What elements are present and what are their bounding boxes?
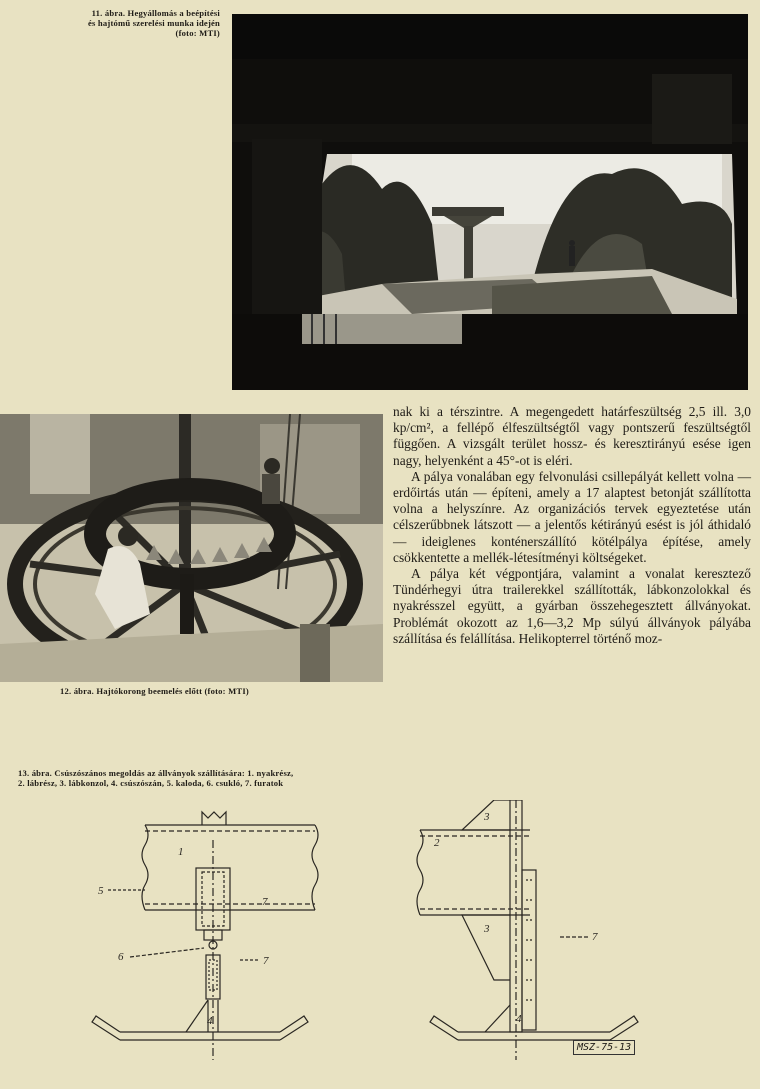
label-neck: 1	[178, 846, 184, 858]
figure-11-caption	[40, 8, 220, 38]
reference-stamp: MSZ-75-13	[573, 1040, 635, 1055]
paragraph: A pálya két végpontjára, valamint a vonalat keresztező Tündérhegyi útra trailerekkel szállították, lábkonzolokkal és nyakrésszel együtt, a gyárban összehegesztett állványokat. Problémát okozott az 1,6—3,2 Mp súlyú állványok pályába szállítása és felállítása. Helikopterrel történő moz-	[393, 566, 751, 646]
label-leg: 2	[434, 837, 440, 849]
paragraph: A pálya vonalában egy felvonulási csillepályát kellett volna — erdőirtás után — építeni, amely a 17 alaptest betonját szállította volna a helyszínre. Az organizációs tervek egyeztetése után célszerűbbnek látszott — a jelentős kétirányú esést is jól áthidaló — ideiglenes konténerszállító kötélpálya építése, amely csökkentette a mellék-létesítményi költségeket.	[393, 468, 751, 565]
figure-13-diagram	[90, 800, 670, 1070]
figure-12-caption: 12. ábra. Hajtókorong beemelés előtt (foto: MTI)	[60, 686, 249, 696]
label-holes: 7	[262, 896, 268, 908]
figure-11-photo	[232, 14, 748, 390]
figure-12-photo	[0, 414, 383, 682]
caption-line: 2. lábrész, 3. lábkonzol, 4. csúszószán, 5. kaloda, 6. csukló, 7. furatok	[18, 778, 284, 788]
label-clamp: 5	[98, 885, 104, 897]
label-holes-lower: 7	[263, 955, 269, 967]
caption-line: 11. ábra. Hegyállomás a beépítési	[91, 8, 220, 18]
caption-line: és hajtómű szerelési munka idején	[88, 18, 220, 28]
paragraph: nak ki a térszintre. A megengedett határfeszültség 2,5 ill. 3,0 kp/cm², a fellépő élfeszültségtől vagy pontszerű feszültségtől függően. A vizsgált terület hossz- és keresztirányú esése igen nagy, helyenként a 45°-ot is eléri.	[393, 404, 751, 468]
label-hinge: 6	[118, 951, 124, 963]
caption-line: (foto: MTI)	[175, 28, 220, 38]
figure-13-caption	[18, 768, 378, 788]
body-text	[393, 404, 751, 647]
label-skid-right: 4	[516, 1013, 522, 1025]
label-leg-bracket: 3	[484, 811, 490, 823]
label-leg-bracket-lower: 3	[484, 923, 490, 935]
label-holes-right: 7	[592, 931, 598, 943]
caption-line: 13. ábra. Csúszószános megoldás az állványok szállítására: 1. nyakrész,	[18, 768, 294, 778]
label-skid: 4	[207, 1015, 213, 1027]
